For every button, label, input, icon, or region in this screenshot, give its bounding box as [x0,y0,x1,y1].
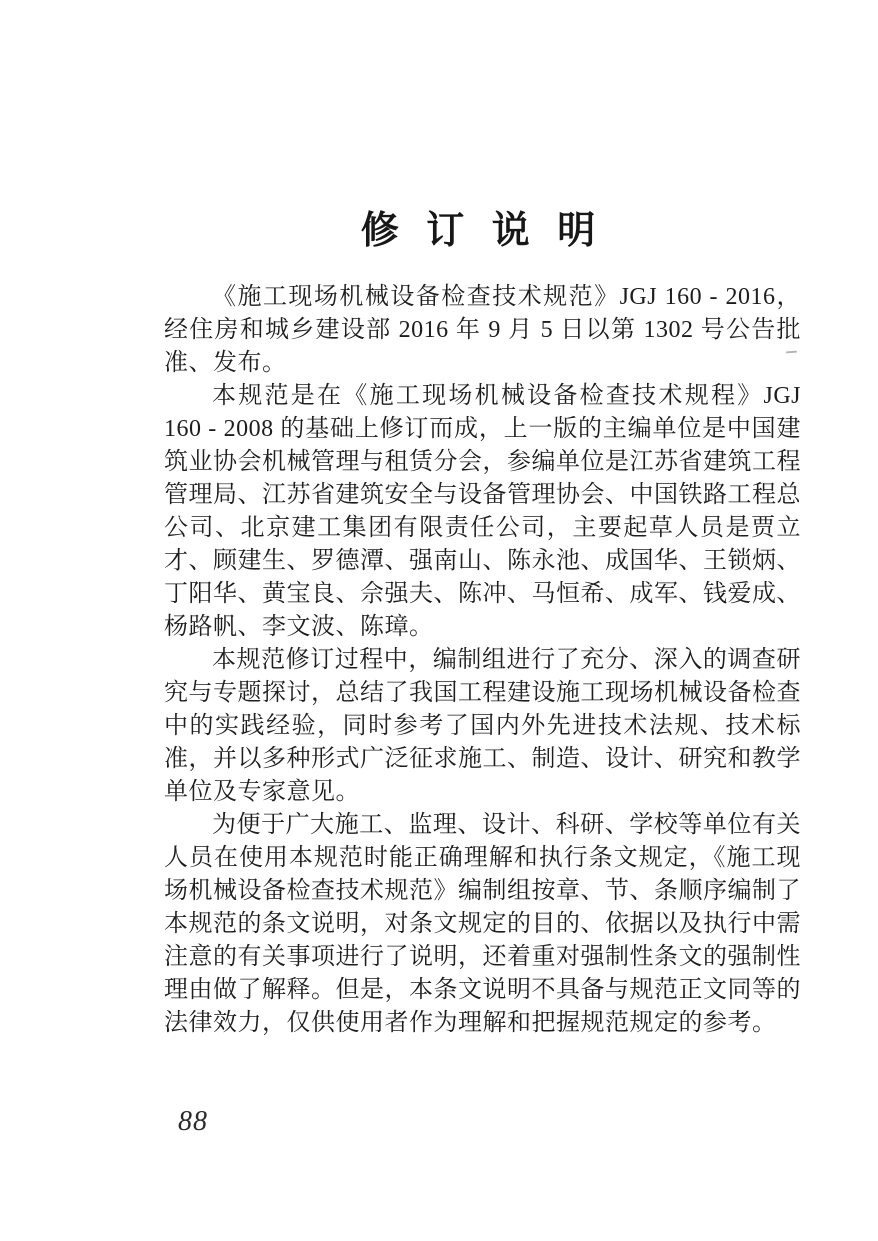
paragraph-explanatory-notes: 为便于广大施工、监理、设计、科研、学校等单位有关人员在使用本规范时能正确理解和执行条文规定，《施工现场机械设备检查技术规范》编制组按章、节、条顺序编制了本规范的条文说明，对条文规定的目的、依据以及执行中需注意的有关事项进行了说明，还着重对强制性条文的强制性理由做了解释。但是，本条文说明不具备与规范正文同等的法律效力，仅供使用者作为理解和把握规范规定的参考。 [164,812,801,1036]
paragraph-previous-edition: 本规范是在《施工现场机械设备检查技术规程》JGJ 160 - 2008 的基础上修订而成，上一版的主编单位是中国建筑业协会机械管理与租赁分会，参编单位是江苏省建筑工程管理局、江苏省建筑安全与设备管理协会、中国铁路工程总公司、北京建工集团有限责任公司，主要起草人员是贾立才、顾建生、罗德潭、强南山、陈永池、成国华、王锁炳、丁阳华、黄宝良、佘强夫、陈冲、马恒希、成军、钱爱成、杨路帆、李文波、陈璋。 [164,383,801,640]
body-text [164,281,801,1040]
paragraph-approval-notice: 《施工现场机械设备检查技术规范》JGJ 160 - 2016，经住房和城乡建设部 2016 年 9 月 5 日以第 1302 号公告批准、发布。 [164,284,801,376]
page-number: 88 [178,1106,208,1137]
page-title: 修 订 说 明 [360,210,605,253]
paragraph-revision-process: 本规范修订过程中，编制组进行了充分、深入的调查研究与专题探讨，总结了我国工程建设施工现场机械设备检查中的实践经验，同时参考了国内外先进技术法规、技术标准，并以多种形式广泛征求施工、制造、设计、研究和教学单位及专家意见。 [164,647,801,805]
